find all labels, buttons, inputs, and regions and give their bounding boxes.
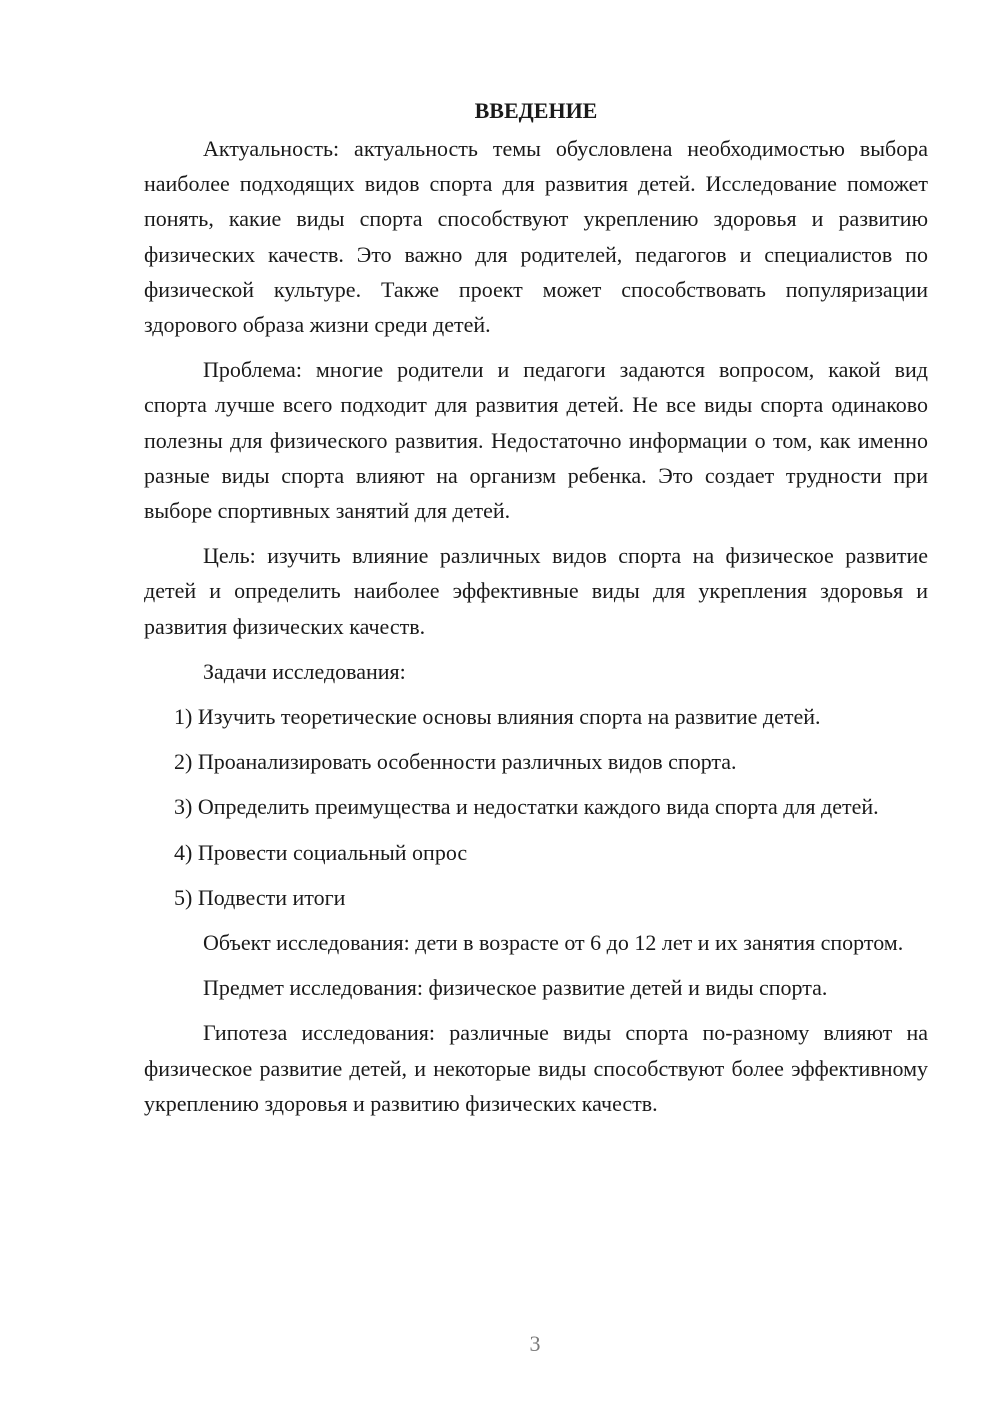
document-page [144,93,928,1131]
task-list [144,699,928,915]
task-item-3: 3) Определить преимущества и недостатки каждого вида спорта для детей. [174,794,879,820]
tasks-title: Задачи исследования: [203,658,406,684]
task-item-2: 2) Проанализировать особенности различных видов спорта. [174,749,737,775]
task-item-5: 5) Подвести итоги [174,884,346,910]
page-number: 3 [529,1331,541,1356]
page-title: ВВЕДЕНИЕ [474,98,598,123]
paragraph-relevance: Актуальность: актуальность темы обусловлена необходимостью выбора наиболее подходящих видов спорта для развития детей. Исследование поможет понять, какие виды спорта способствуют укреплению здоровья и развитию физических качеств. Это важно для родителей, педагогов и специалистов по физической культуре. Также проект может способствовать популяризации здорового образа жизни среди детей. [144,136,928,338]
paragraph-subject: Предмет исследования: физическое развитие детей и виды спорта. [203,975,828,1001]
paragraph-problem: Проблема: многие родители и педагоги задаются вопросом, какой вид спорта лучше всего подходит для развития детей. Не все виды спорта одинаково полезны для физического развития. Недостаточно информации о том, как именно разные виды спорта влияют на организм ребенка. Это создает трудности при выборе спортивных занятий для детей. [144,357,928,524]
paragraph-object: Объект исследования: дети в возрасте от 6 до 12 лет и их занятия спортом. [203,930,904,956]
paragraph-hypothesis: Гипотеза исследования: различные виды спорта по-разному влияют на физическое развитие детей, и некоторые виды способствуют более эффективному укреплению здоровья и развитию физических качеств. [144,1020,928,1116]
task-item-1: 1) Изучить теоретические основы влияния спорта на развитие детей. [174,704,821,730]
task-item-4: 4) Провести социальный опрос [174,839,468,865]
paragraph-goal: Цель: изучить влияние различных видов спорта на физическое развитие детей и определить наиболее эффективные виды для укрепления здоровья и развития физических качеств. [144,543,928,639]
